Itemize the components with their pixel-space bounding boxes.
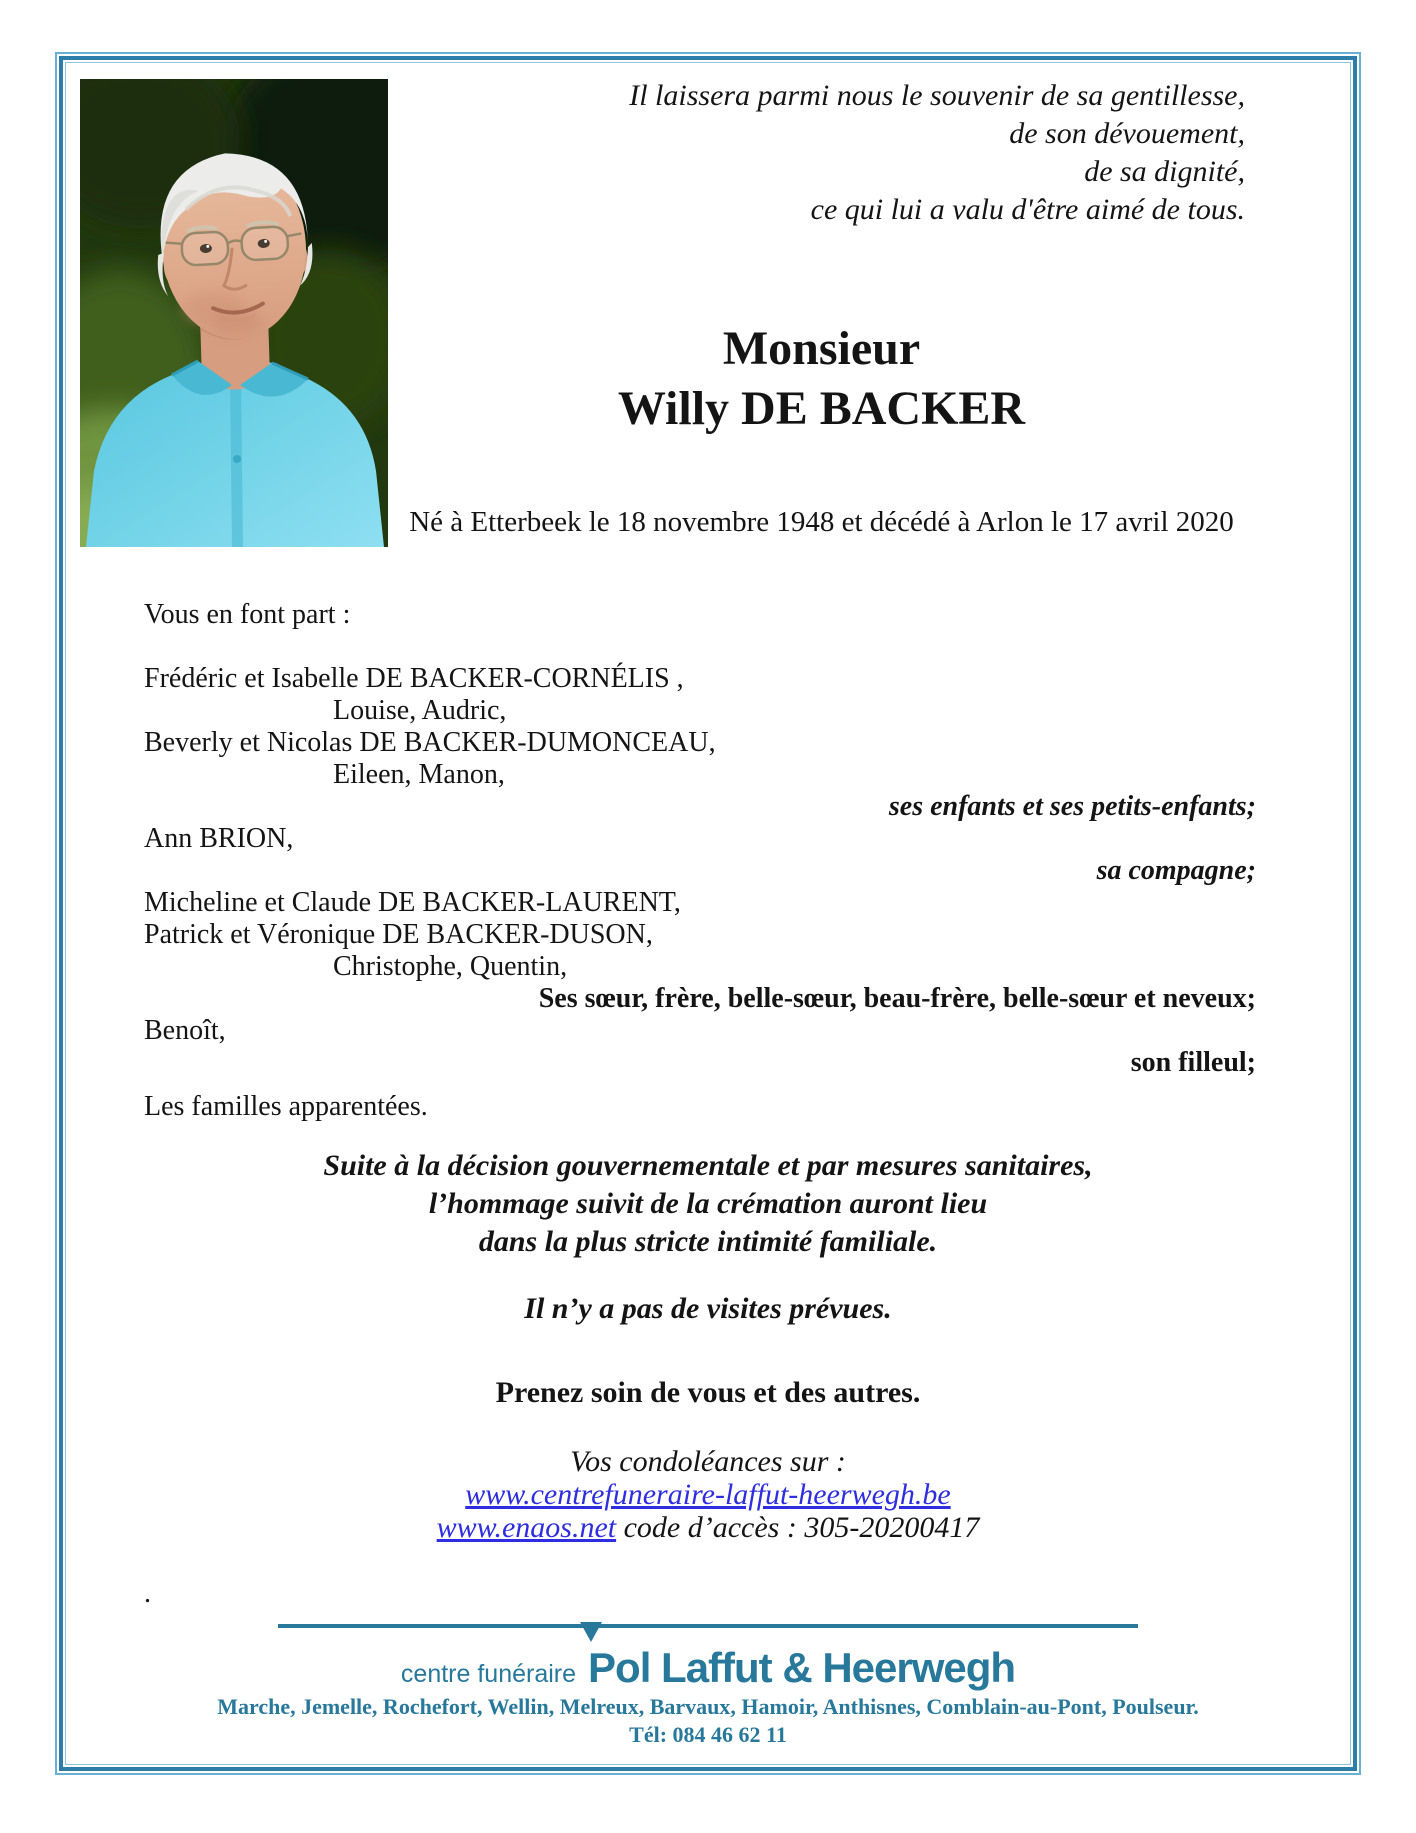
relation-label: ses enfants et ses petits-enfants; xyxy=(888,791,1256,822)
family-line: Micheline et Claude DE BACKER-LAURENT, xyxy=(144,887,681,918)
relation-label: son filleul; xyxy=(1130,1047,1256,1078)
footer-phone: Tél: 084 46 62 11 xyxy=(629,1722,787,1747)
family-line: Benoît, xyxy=(144,1015,226,1046)
memorial-card xyxy=(65,62,1351,1765)
access-code: code d’accès : 305-20200417 xyxy=(616,1511,980,1544)
announcement-section xyxy=(66,547,1350,1123)
footer-divider xyxy=(278,1624,1138,1628)
brand-prefix: centre funéraire xyxy=(400,1660,577,1688)
condolences-label: Vos condoléances sur : xyxy=(570,1445,846,1478)
family-line: Patrick et Véronique DE BACKER-DUSON, xyxy=(144,919,653,950)
care-message: Prenez soin de vous et des autres. xyxy=(495,1376,921,1409)
announcement-intro: Vous en font part : xyxy=(144,599,351,630)
family-line: Christophe, Quentin, xyxy=(333,951,568,982)
notice-line: Suite à la décision gouvernementale et par mesures sanitaires, xyxy=(323,1149,1093,1182)
funeral-home-website-link[interactable]: www.centrefuneraire-laffut-heerwegh.be xyxy=(465,1478,951,1511)
notice-line: l’hommage suivit de la crémation auront lieu xyxy=(428,1187,988,1220)
no-visits-notice: Il n’y a pas de visites prévues. xyxy=(524,1292,892,1325)
condolences-section xyxy=(66,1445,1350,1544)
relation-label: sa compagne; xyxy=(1096,855,1256,886)
funeral-home-logo xyxy=(66,1644,1350,1692)
family-line: Les familles apparentées. xyxy=(144,1091,428,1122)
condolences-link-line xyxy=(66,1511,1350,1544)
title-honorific: Monsieur xyxy=(722,322,921,375)
family-line: Beverly et Nicolas DE BACKER-DUMONCEAU, xyxy=(144,727,716,758)
condolences-link-line xyxy=(66,1478,1350,1511)
footer-locations: Marche, Jemelle, Rochefort, Wellin, Melreux, Barvaux, Hamoir, Anthisnes, Comblain-au-Pont, Poulseur. xyxy=(217,1694,1199,1719)
portrait-photo xyxy=(80,79,388,547)
blank-line xyxy=(144,631,1256,663)
deceased-name: Willy DE BACKER xyxy=(617,382,1026,435)
quote-line: Il laissera parmi nous le souvenir de sa gentillesse, xyxy=(629,79,1245,112)
family-line: Ann BRION, xyxy=(144,823,294,854)
decorative-border xyxy=(55,52,1361,1775)
family-line: Eileen, Manon, xyxy=(333,759,505,790)
family-line: Frédéric et Isabelle DE BACKER-CORNÉLIS , xyxy=(144,663,684,694)
enaos-link[interactable]: www.enaos.net xyxy=(436,1511,617,1544)
quote-line: de sa dignité, xyxy=(1084,155,1245,188)
brand-name: Pol Laffut & Heerwegh xyxy=(588,1644,1015,1692)
decorative-border-mid xyxy=(59,56,1357,1771)
header-section xyxy=(66,63,1350,539)
birth-death-line: Né à Etterbeek le 18 novembre 1948 et décédé à Arlon le 17 avril 2020 xyxy=(409,506,1234,538)
quote-line: ce qui lui a valu d'être aimé de tous. xyxy=(810,193,1245,226)
family-line: Louise, Audric, xyxy=(333,695,507,726)
trailing-period: . xyxy=(144,1578,151,1609)
ceremony-notice xyxy=(66,1147,1350,1261)
notice-line: dans la plus stricte intimité familiale. xyxy=(478,1225,938,1258)
relation-label: Ses sœur, frère, belle-sœur, beau-frère, belle-sœur et neveux; xyxy=(538,983,1256,1014)
quote-line: de son dévouement, xyxy=(1009,117,1245,150)
triangle-icon xyxy=(580,1622,602,1642)
